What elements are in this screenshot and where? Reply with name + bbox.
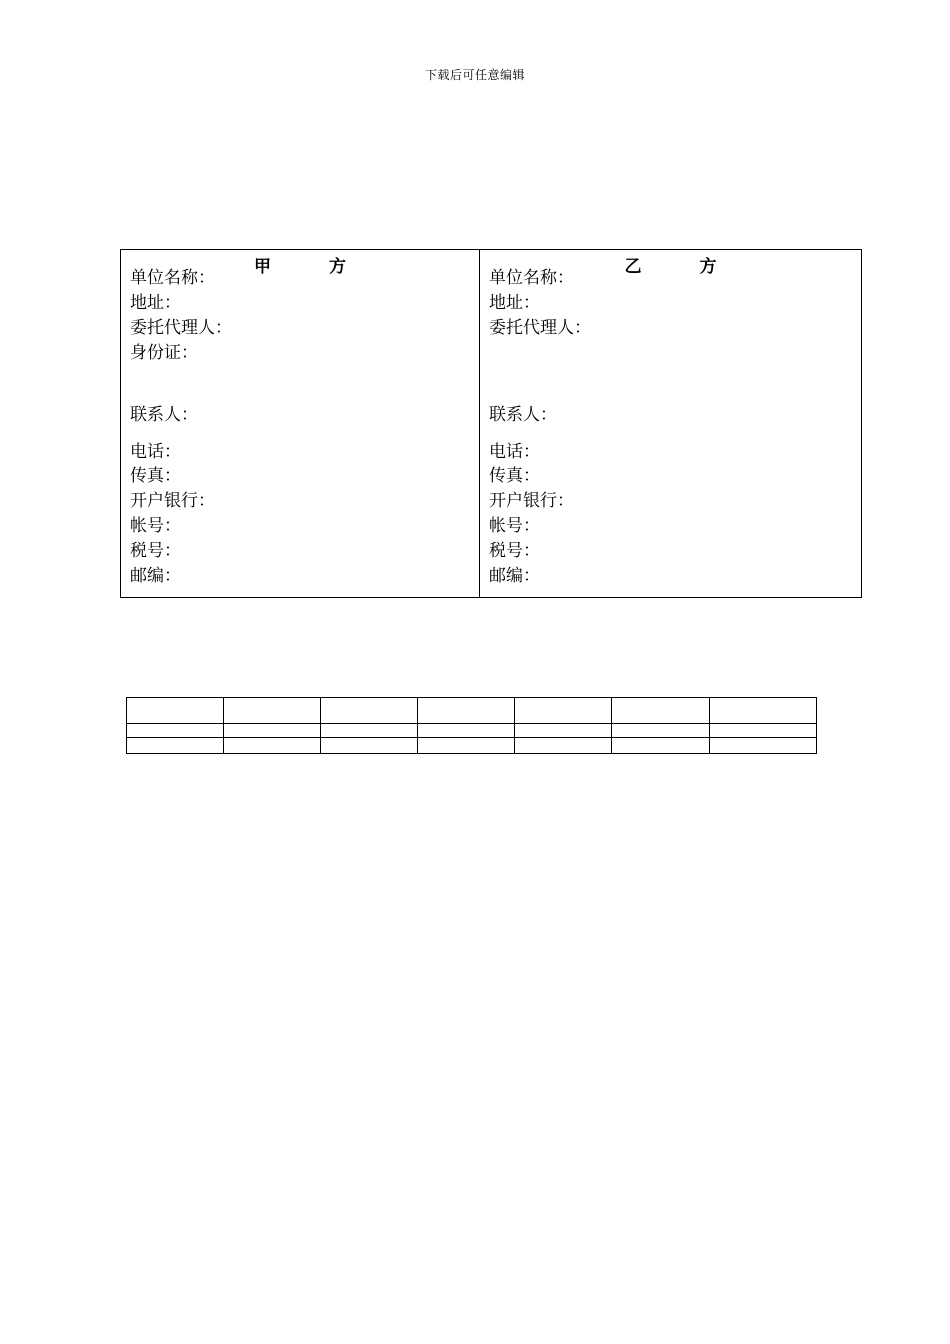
- party-b-phone-label: 电话：: [489, 442, 540, 462]
- blank-cell[interactable]: [612, 698, 710, 724]
- party-a-address-label: 地址：: [130, 293, 181, 313]
- blank-grid-table: [126, 697, 817, 754]
- blank-cell[interactable]: [321, 723, 418, 738]
- blank-cell[interactable]: [515, 738, 612, 754]
- party-b-fax-label: 传真：: [489, 466, 540, 486]
- party-b-heading-char-1: 乙: [624, 257, 642, 277]
- blank-cell[interactable]: [321, 698, 418, 724]
- party-a-company-label: 单位名称：: [130, 268, 215, 288]
- blank-table-row: [127, 698, 817, 724]
- blank-cell[interactable]: [224, 738, 321, 754]
- party-a-postcode-label: 邮编：: [130, 566, 181, 586]
- party-a-heading-char-1: 甲: [254, 257, 271, 277]
- party-b-address-label: 地址：: [489, 293, 540, 313]
- party-b-company-label: 单位名称：: [489, 268, 574, 288]
- blank-cell[interactable]: [418, 698, 515, 724]
- blank-cell[interactable]: [710, 723, 817, 738]
- blank-cell[interactable]: [515, 698, 612, 724]
- party-a-account-label: 帐号：: [130, 516, 181, 536]
- party-a-phone-label: 电话：: [130, 442, 181, 462]
- party-a-bank-label: 开户银行：: [130, 491, 215, 511]
- blank-cell[interactable]: [418, 723, 515, 738]
- blank-cell[interactable]: [710, 738, 817, 754]
- header-note: 下载后可任意编辑: [424, 68, 525, 82]
- party-b-bank-label: 开户银行：: [489, 491, 574, 511]
- party-b-contact-label: 联系人：: [489, 405, 557, 425]
- blank-cell[interactable]: [127, 738, 224, 754]
- blank-table-row: [127, 738, 817, 754]
- blank-cell[interactable]: [612, 738, 710, 754]
- blank-cell[interactable]: [515, 723, 612, 738]
- party-b-postcode-label: 邮编：: [489, 566, 540, 586]
- party-info-table: [120, 249, 862, 598]
- party-b-column: [480, 250, 861, 597]
- party-b-agent-label: 委托代理人：: [489, 318, 591, 338]
- blank-cell[interactable]: [321, 738, 418, 754]
- blank-cell[interactable]: [127, 698, 224, 724]
- blank-cell[interactable]: [418, 738, 515, 754]
- party-b-tax-label: 税号：: [489, 541, 540, 561]
- party-a-agent-label: 委托代理人：: [130, 318, 232, 338]
- party-a-contact-label: 联系人：: [130, 405, 198, 425]
- blank-cell[interactable]: [127, 723, 224, 738]
- blank-cell[interactable]: [710, 698, 817, 724]
- party-a-tax-label: 税号：: [130, 541, 181, 561]
- party-a-column: [121, 250, 480, 597]
- blank-table-row: [127, 723, 817, 738]
- party-a-id-label: 身份证：: [130, 343, 198, 363]
- blank-cell[interactable]: [224, 698, 321, 724]
- party-b-heading-char-2: 方: [699, 257, 717, 277]
- party-b-account-label: 帐号：: [489, 516, 540, 536]
- blank-cell[interactable]: [612, 723, 710, 738]
- party-a-heading-char-2: 方: [329, 257, 346, 277]
- party-a-fax-label: 传真：: [130, 466, 181, 486]
- blank-cell[interactable]: [224, 723, 321, 738]
